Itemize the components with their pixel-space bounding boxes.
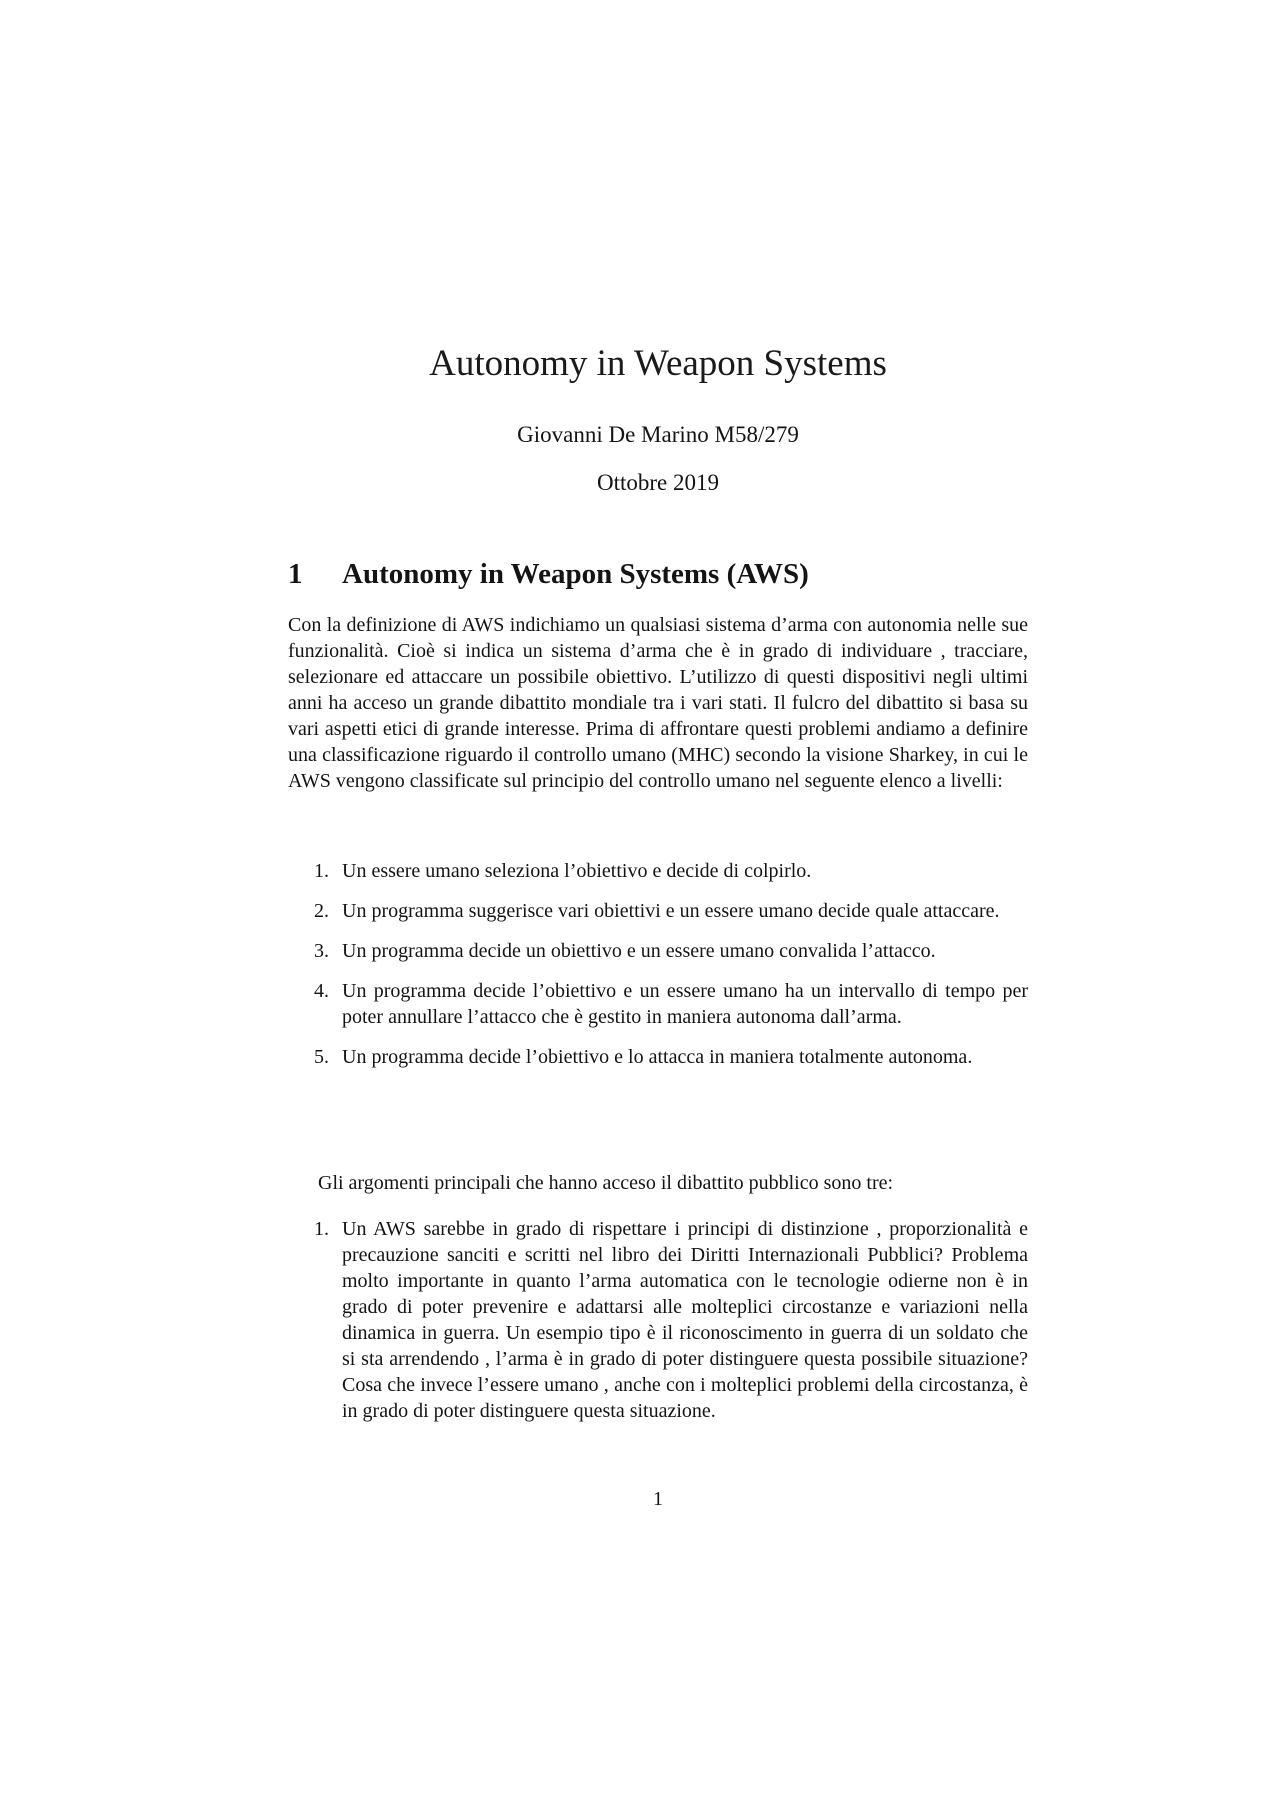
- control-levels-list: [288, 858, 1028, 1084]
- document-date: Ottobre 2019: [596, 470, 719, 495]
- page-number: 1: [653, 1488, 663, 1510]
- list-item-number: 3.: [314, 940, 329, 962]
- list-item-text: Un programma decide un obiettivo e un essere umano convalida l’attacco.: [342, 940, 936, 962]
- section-title: Autonomy in Weapon Systems (AWS): [342, 558, 809, 590]
- list-item-number: 4.: [314, 980, 329, 1002]
- list-item-number: 1.: [314, 1218, 329, 1240]
- list-item: [288, 938, 1028, 964]
- arguments-list: [288, 1216, 1028, 1438]
- list-item: [288, 1044, 1028, 1070]
- list-item-number: 5.: [314, 1046, 329, 1068]
- list-item-number: 2.: [314, 900, 329, 922]
- list-item-text: Un programma decide l’obiettivo e un essere umano ha un intervallo di tempo per poter annullare l’attacco che è gestito in maniera autonoma dall’arma.: [342, 980, 1028, 1028]
- list-item: [288, 978, 1028, 1030]
- list-item: [288, 898, 1028, 924]
- document-author: Giovanni De Marino M58/279: [517, 422, 799, 447]
- list-item-text: Un programma decide l’obiettivo e lo attacca in maniera totalmente autonoma.: [342, 1046, 973, 1068]
- list-item: [288, 1216, 1028, 1424]
- list-item: [288, 858, 1028, 884]
- list-item-text: Un essere umano seleziona l’obiettivo e decide di colpirlo.: [342, 860, 812, 882]
- intro-paragraph: Con la definizione di AWS indichiamo un qualsiasi sistema d’arma con autonomia nelle sue funzionalità. Cioè si indica un sistema d’arma che è in grado di individuare , tracciare, selezionare ed attaccare un possibile obiettivo. L’utilizzo di questi dispositivi negli ultimi anni ha acceso un grande dibattito mondiale tra i vari stati. Il fulcro del dibattito si basa su vari aspetti etici di grande interesse. Prima di affrontare questi problemi andiamo a definire una classificazione riguardo il controllo umano (MHC) secondo la visione Sharkey, in cui le AWS vengono classificate sul principio del controllo umano nel seguente elenco a livelli:: [288, 614, 1028, 792]
- list-item-text: Un AWS sarebbe in grado di rispettare i principi di distinzione , proporzionalità e precauzione sanciti e scritti nel libro dei Diritti Internazionali Pubblici? Problema molto importante in quanto l’arma automatica con le tecnologie odierne non è in grado di poter prevenire e adattarsi alle molteplici circostanze e variazioni nella dinamica in guerra. Un esempio tipo è il riconoscimento in guerra di un soldato che si sta arrendendo , l’arma è in grado di poter distinguere questa possibile situazione? Cosa che invece l’essere umano , anche con i molteplici problemi della circostanza, è in grado di poter distinguere questa situazione.: [342, 1218, 1028, 1422]
- arguments-lead: Gli argomenti principali che hanno acceso il dibattito pubblico sono tre:: [318, 1172, 894, 1194]
- section-heading: [288, 554, 809, 594]
- list-item-number: 1.: [314, 860, 329, 882]
- section-number: 1: [288, 558, 303, 590]
- document-title: Autonomy in Weapon Systems: [429, 343, 887, 384]
- list-item-text: Un programma suggerisce vari obiettivi e un essere umano decide quale attaccare.: [342, 900, 1000, 922]
